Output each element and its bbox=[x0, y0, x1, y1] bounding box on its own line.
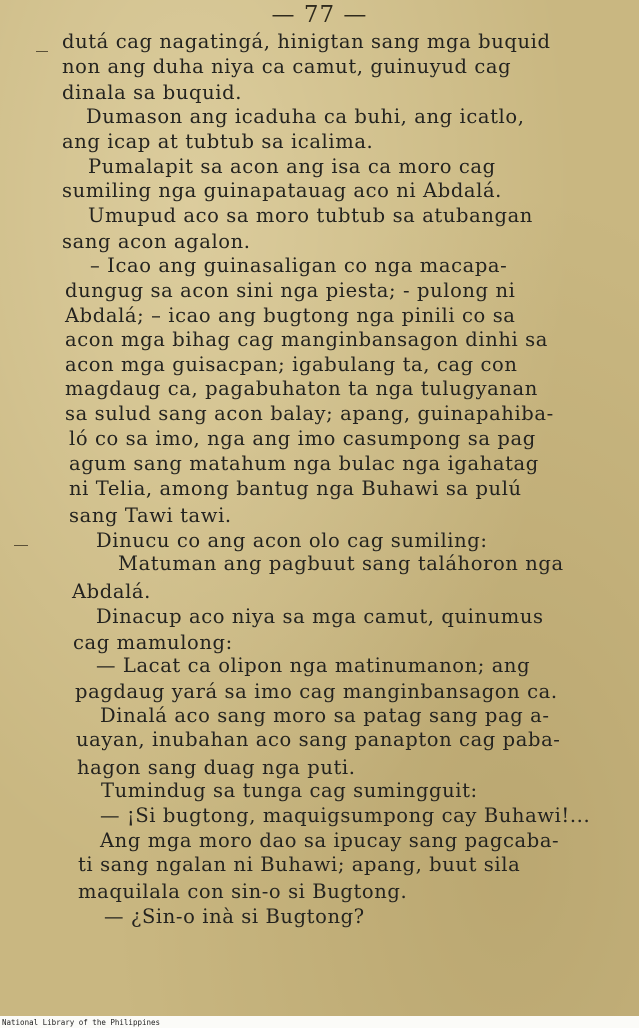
text-line: magdaug ca, pagabuhaton ta nga tulugyanan bbox=[65, 377, 538, 400]
text-line: non ang duha niya ca camut, guinuyud cag bbox=[62, 55, 512, 78]
text-line: Tumindug sa tunga cag sumingguit: bbox=[101, 779, 478, 802]
text-line: – Icao ang guinasaligan co nga macapa- bbox=[90, 254, 508, 277]
text-line: ló co sa imo, nga ang imo casumpong sa pag bbox=[69, 427, 536, 450]
text-line: Abdalá; – icao ang bugtong nga pinili co sa bbox=[65, 304, 516, 327]
text-line: agum sang matahum nga bulac nga igahatag bbox=[69, 452, 539, 475]
text-line: — ¿Sin-o inà si Bugtong? bbox=[104, 905, 365, 928]
text-line: sa sulud sang acon balay; apang, guinapahiba- bbox=[65, 402, 554, 425]
text-line: sumiling nga guinapatauag aco ni Abdalá. bbox=[62, 179, 502, 202]
text-line: — Lacat ca olipon nga matinumanon; ang bbox=[96, 654, 531, 677]
margin-mark-bottom bbox=[14, 545, 28, 546]
text-line: Pumalapit sa acon ang isa ca moro cag bbox=[88, 155, 496, 178]
text-line: acon mga bihag cag manginbansagon dinhi sa bbox=[65, 328, 548, 351]
text-line: Dinalá aco sang moro sa patag sang pag a- bbox=[100, 704, 550, 727]
page-number: — 77 — bbox=[271, 2, 368, 28]
text-line: Umupud aco sa moro tubtub sa atubangan bbox=[88, 204, 533, 227]
text-line: Dumason ang icaduha ca buhi, ang icatlo, bbox=[86, 105, 525, 128]
text-line: hagon sang duag nga puti. bbox=[77, 756, 356, 779]
text-line: pagdaug yará sa imo cag manginbansagon ca. bbox=[75, 680, 558, 703]
text-line: dinala sa buquid. bbox=[62, 81, 242, 104]
text-line: maquilala con sin-o si Bugtong. bbox=[78, 880, 408, 903]
text-line: cag mamulong: bbox=[73, 631, 233, 654]
text-line: Dinucu co ang acon olo cag sumiling: bbox=[96, 529, 488, 552]
text-line: dutá cag nagatingá, hinigtan sang mga buquid bbox=[62, 30, 551, 53]
text-line: sang Tawi tawi. bbox=[69, 504, 232, 527]
text-line: ni Telia, among bantug nga Buhawi sa pulú bbox=[69, 477, 522, 500]
library-credit: National Library of the Philippines bbox=[2, 1018, 161, 1027]
text-line: ti sang ngalan ni Buhawi; apang, buut sila bbox=[78, 853, 521, 876]
text-line: Matuman ang pagbuut sang taláhoron nga bbox=[118, 552, 564, 575]
text-line: — ¡Si bugtong, maquigsumpong cay Buhawi!... bbox=[100, 804, 591, 827]
text-line: sang acon agalon. bbox=[62, 230, 251, 253]
text-line: dungug sa acon sini nga piesta; - pulong ni bbox=[65, 279, 516, 302]
text-line: uayan, inubahan aco sang panapton cag paba- bbox=[76, 728, 561, 751]
text-line: Abdalá. bbox=[72, 580, 151, 603]
text-line: Dinacup aco niya sa mga camut, quinumus bbox=[96, 605, 544, 628]
margin-mark-top bbox=[36, 51, 48, 52]
text-line: Ang mga moro dao sa ipucay sang pagcaba- bbox=[100, 829, 560, 852]
text-line: acon mga guisacpan; igabulang ta, cag con bbox=[65, 353, 518, 376]
text-line: ang icap at tubtub sa icalima. bbox=[62, 130, 374, 153]
